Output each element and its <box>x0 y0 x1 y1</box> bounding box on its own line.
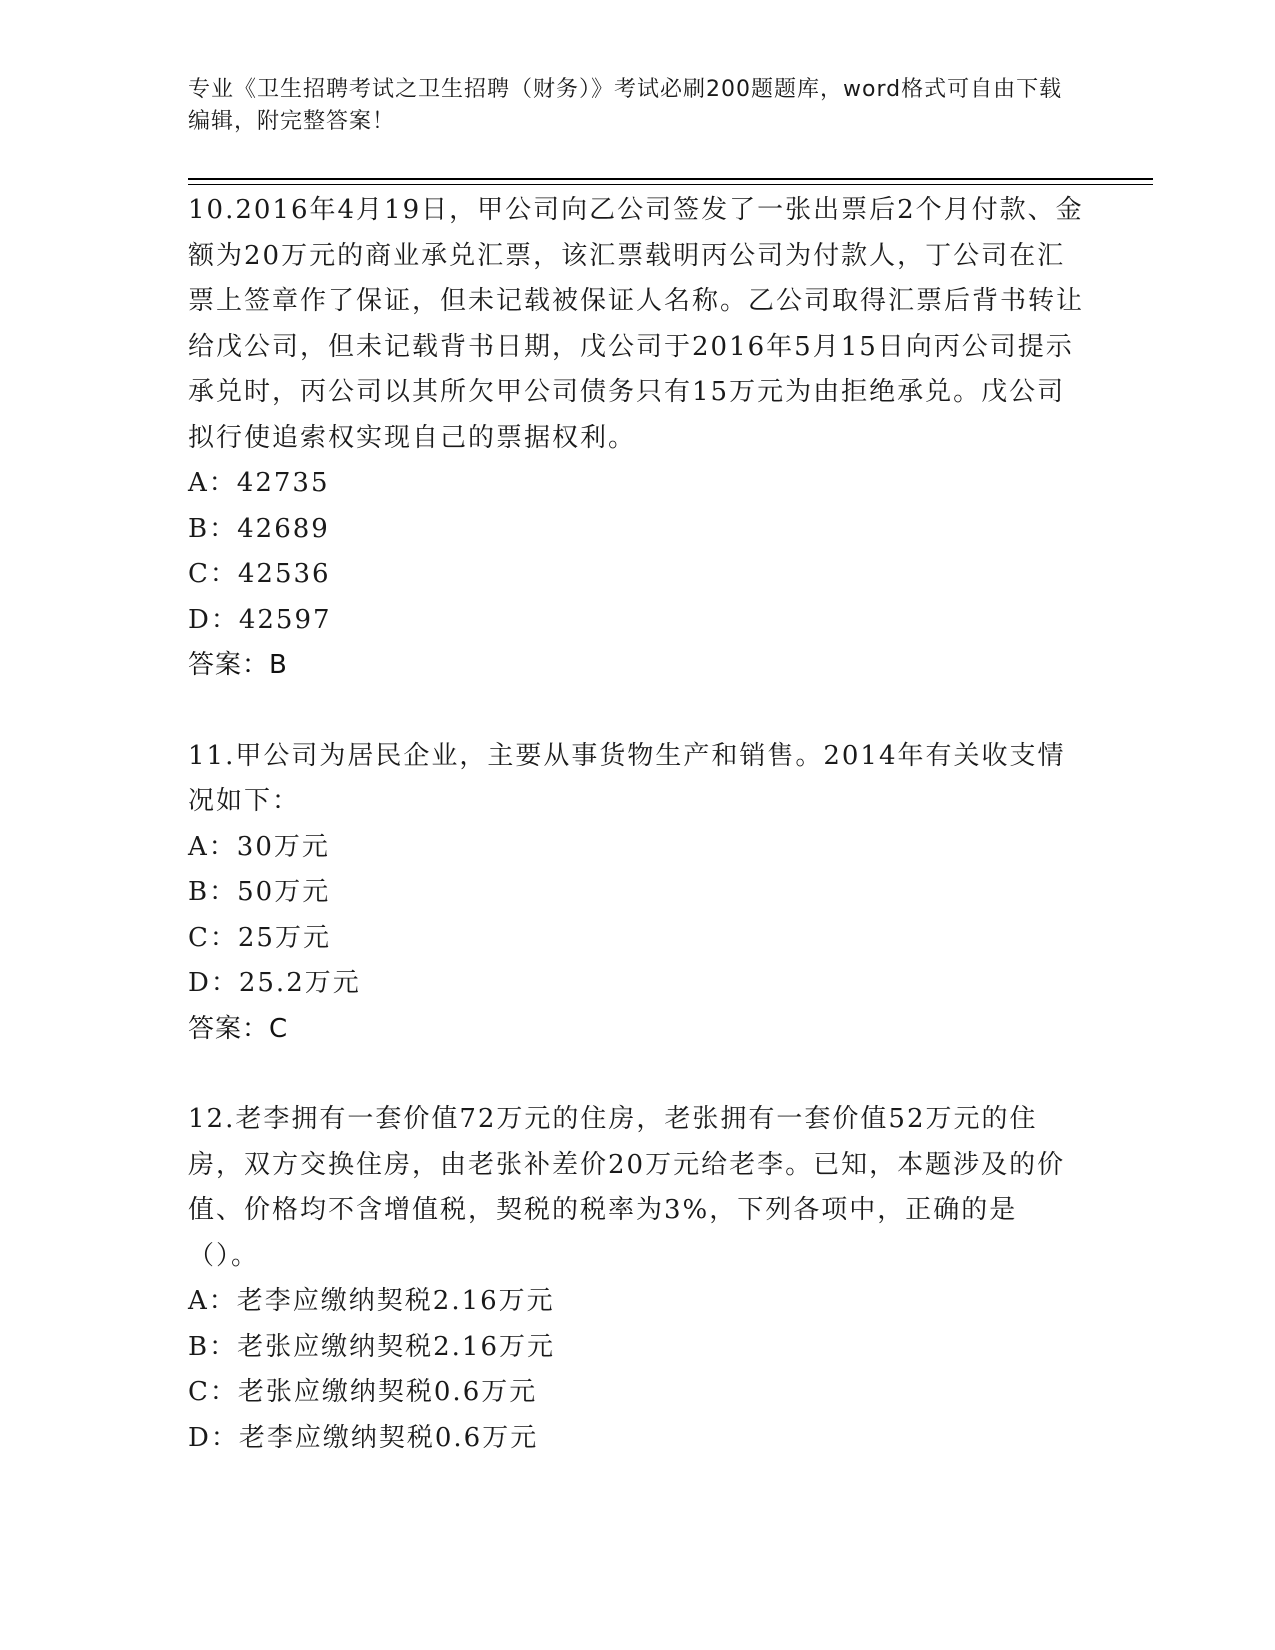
document-header: 专业《卫生招聘考试之卫生招聘（财务）》考试必刷200题题库，word格式可自由下载编辑，附完整答案！ <box>188 77 1063 134</box>
question-spacer <box>188 689 1088 734</box>
answer-line: 答案：C <box>188 1013 289 1044</box>
header-rule-thick <box>188 178 1153 180</box>
question-12 <box>188 1097 1088 1461</box>
question-spacer <box>188 1052 1088 1097</box>
option-a: A：42735 <box>188 468 330 498</box>
option-d: D：25.2万元 <box>188 968 361 998</box>
option-a: A：30万元 <box>188 831 330 862</box>
option-a: A：老李应缴纳契税2.16万元 <box>188 1286 555 1316</box>
question-11 <box>188 734 1088 1053</box>
option-d: D：42597 <box>188 604 332 635</box>
question-list <box>188 188 1088 1461</box>
option-d: D：老李应缴纳契税0.6万元 <box>188 1422 539 1453</box>
option-c: C：老张应缴纳契税0.6万元 <box>188 1377 538 1407</box>
option-b: B：42689 <box>188 513 330 544</box>
question-10 <box>188 188 1088 689</box>
option-c: C：25万元 <box>188 922 331 953</box>
question-stem: 12.老李拥有一套价值72万元的住房，老张拥有一套价值52万元的住房，双方交换住房，由老张补差价20万元给老李。已知，本题涉及的价值、价格均不含增值税，契税的税率为3%，下列各项中，正确的是（）。 <box>188 1104 1066 1271</box>
header-rule-thin <box>188 184 1153 185</box>
option-c: C：42536 <box>188 559 331 589</box>
question-stem: 10.2016年4月19日，甲公司向乙公司签发了一张出票后2个月付款、金额为20万元的商业承兑汇票，该汇票载明丙公司为付款人，丁公司在汇票上签章作了保证，但未记载被保证人名称。乙公司取得汇票后背书转让给戊公司，但未记载背书日期，戊公司于2016年5月15日向丙公司提示承兑时，丙公司以其所欠甲公司债务只有15万元为由拒绝承兑。戊公司拟行使追索权实现自己的票据权利。 <box>188 195 1085 453</box>
question-stem: 11.甲公司为居民企业，主要从事货物生产和销售。2014年有关收支情况如下： <box>188 740 1066 816</box>
option-b: B：老张应缴纳契税2.16万元 <box>188 1331 555 1362</box>
option-b: B：50万元 <box>188 877 331 907</box>
answer-line: 答案：B <box>188 650 288 680</box>
